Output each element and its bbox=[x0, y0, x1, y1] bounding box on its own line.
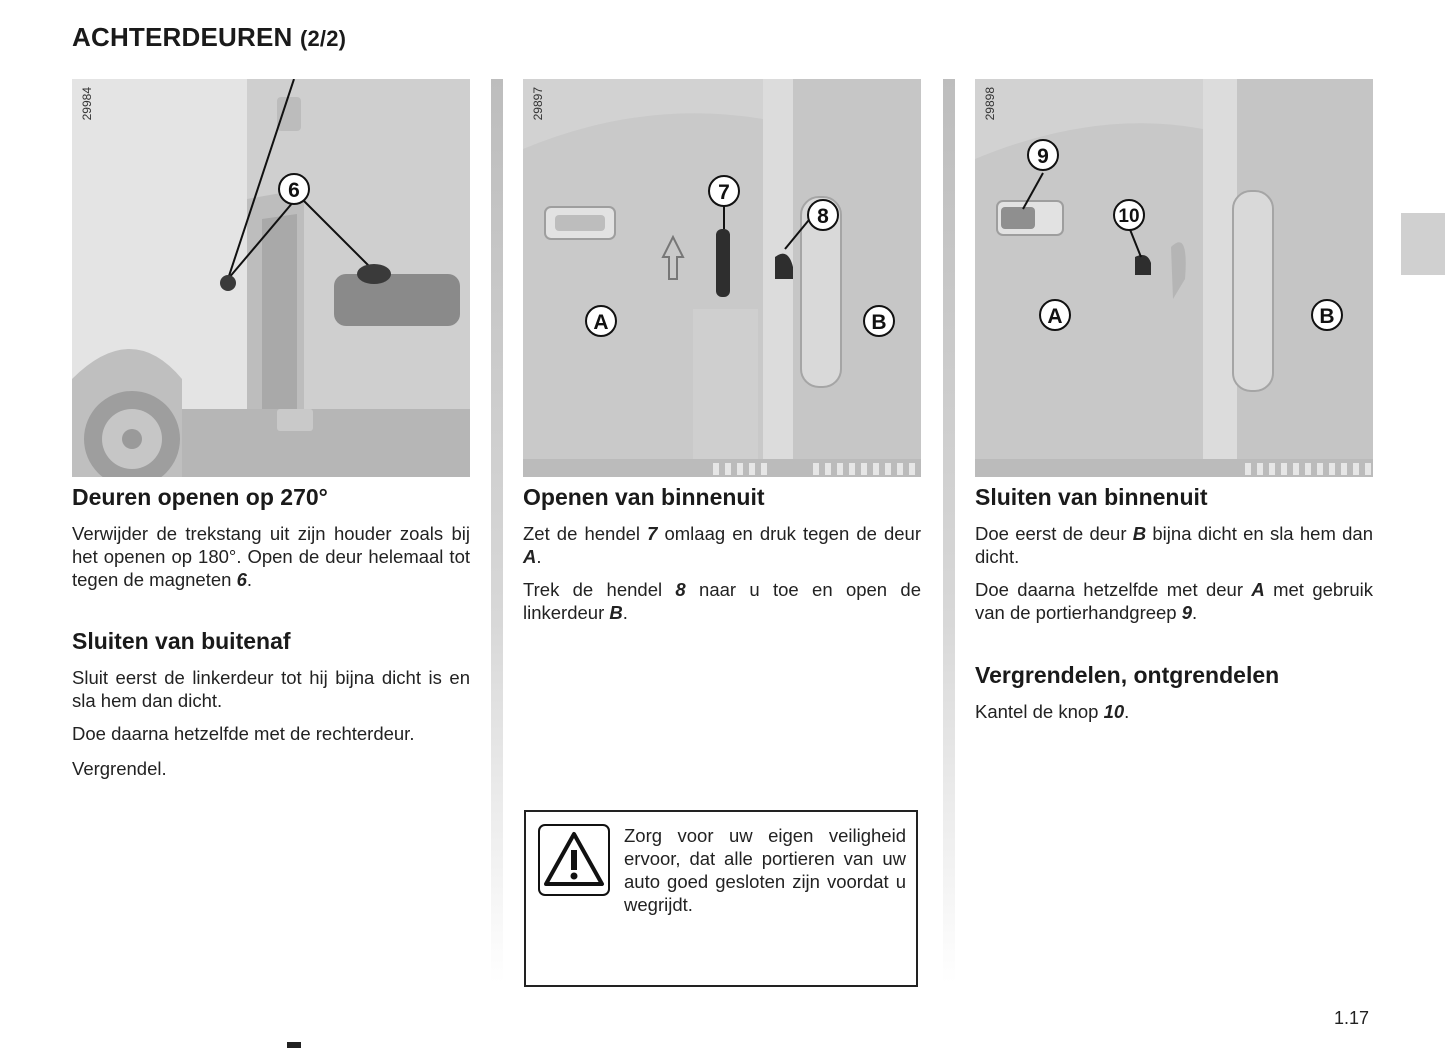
footer-mark bbox=[287, 1042, 301, 1048]
figure-rear-doors-interior-close bbox=[975, 79, 1373, 477]
callout-A: A bbox=[1047, 305, 1063, 328]
paragraph: Doe daarna hetzelfde met de rechterdeur. bbox=[72, 723, 415, 744]
heading-open-inside: Openen van binnenuit bbox=[523, 484, 765, 510]
paragraph-text: bijna dicht en sla hem dan dicht. bbox=[975, 523, 1373, 567]
door-interior-illustration bbox=[975, 79, 1373, 477]
column-divider bbox=[943, 79, 955, 984]
reference-number: 9 bbox=[1181, 602, 1193, 623]
paragraph bbox=[975, 522, 1373, 568]
paragraph bbox=[523, 522, 921, 568]
paragraph-text: . bbox=[536, 546, 542, 567]
paragraph: Vergrendel. bbox=[72, 758, 167, 779]
paragraph bbox=[72, 522, 470, 591]
paragraph-text: omlaag en druk tegen de deur bbox=[657, 523, 921, 544]
callout-9: 9 bbox=[1037, 145, 1049, 168]
paragraph bbox=[975, 700, 1373, 723]
chapter-tab bbox=[1401, 213, 1445, 275]
figure-rear-doors-interior-open bbox=[523, 79, 921, 477]
reference-letter: A bbox=[1251, 579, 1265, 600]
figure-code: 29984 bbox=[80, 87, 94, 121]
reference-letter: B bbox=[1132, 523, 1147, 544]
callout-A: A bbox=[593, 311, 609, 334]
heading-doors-270: Deuren openen op 270° bbox=[72, 484, 328, 510]
callout-8: 8 bbox=[817, 205, 829, 228]
page-title-suffix: (2/2) bbox=[299, 26, 347, 51]
paragraph-text: Doe eerst de deur bbox=[975, 523, 1133, 544]
column-divider bbox=[491, 79, 503, 984]
door-interior-illustration bbox=[523, 79, 921, 477]
callout-7: 7 bbox=[718, 181, 730, 204]
page-number: 1.17 bbox=[1334, 1008, 1370, 1028]
paragraph-text: . bbox=[246, 569, 253, 590]
paragraph-text: Trek de hendel bbox=[523, 579, 676, 600]
paragraph-text: naar u toe en open de linkerdeur bbox=[523, 579, 921, 623]
warning-triangle-icon bbox=[538, 824, 610, 896]
paragraph: Sluit eerst de linkerdeur tot hij bijna dicht is en sla hem dan dicht. bbox=[72, 667, 470, 711]
figure-code: 29898 bbox=[983, 87, 997, 121]
callout-6: 6 bbox=[288, 179, 300, 202]
warning-box bbox=[524, 810, 918, 987]
warning-text: Zorg voor uw eigen veiligheid ervoor, dat alle portieren van uw auto goed gesloten zijn voordat u wegrijdt. bbox=[624, 825, 906, 915]
paragraph bbox=[523, 578, 921, 624]
figure-code: 29897 bbox=[531, 87, 545, 121]
reference-letter: B bbox=[609, 602, 623, 623]
paragraph-text: met gebruik van de portierhandgreep bbox=[975, 579, 1373, 623]
figure-rear-doors-exterior bbox=[72, 79, 470, 477]
paragraph-text: . bbox=[622, 602, 628, 623]
reference-letter: A bbox=[523, 546, 537, 567]
paragraph bbox=[975, 578, 1373, 624]
heading-close-inside: Sluiten van binnenuit bbox=[975, 484, 1208, 510]
reference-number: 7 bbox=[647, 523, 658, 544]
page-title bbox=[72, 22, 346, 53]
callout-10: 10 bbox=[1118, 206, 1140, 227]
reference-number: 6 bbox=[236, 569, 247, 590]
paragraph-text: Verwijder de trekstang uit zijn houder zoals bij het openen op 180°. Open de deur helemaal tot tegen de magneten bbox=[72, 523, 470, 590]
page-title-text: ACHTERDEUREN bbox=[72, 22, 293, 52]
van-rear-illustration bbox=[72, 79, 470, 477]
paragraph-text: . bbox=[1124, 701, 1130, 722]
column-doors-270 bbox=[72, 79, 470, 779]
column-open-inside bbox=[523, 79, 921, 623]
paragraph-text: Zet de hendel bbox=[523, 523, 648, 544]
reference-number: 10 bbox=[1103, 701, 1125, 722]
paragraph-text: . bbox=[1192, 602, 1198, 623]
paragraph-text: Doe daarna hetzelfde met deur bbox=[975, 579, 1252, 600]
heading-closing-outside: Sluiten van buitenaf bbox=[72, 628, 291, 654]
paragraph-text: Kantel de knop bbox=[975, 701, 1104, 722]
callout-B: B bbox=[871, 311, 887, 334]
heading-lock-unlock: Vergrendelen, ontgrendelen bbox=[975, 662, 1280, 688]
column-close-inside bbox=[975, 79, 1373, 722]
callout-B: B bbox=[1319, 305, 1335, 328]
reference-number: 8 bbox=[675, 579, 686, 600]
